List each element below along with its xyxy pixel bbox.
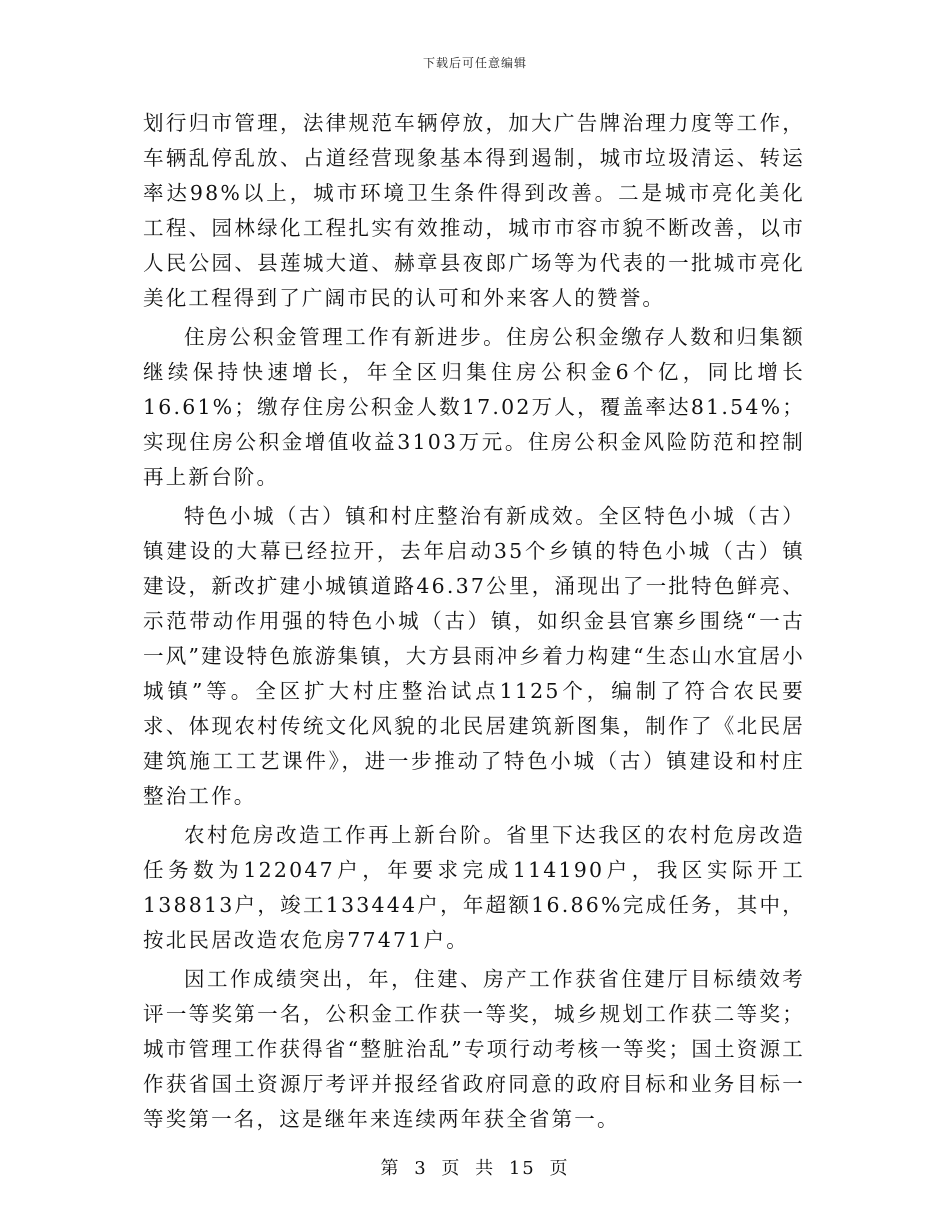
document-body <box>143 106 805 1141</box>
page-number-footer: 第 3 页 共 15 页 <box>380 1158 570 1179</box>
paragraph-achievements: 因工作成绩突出，年，住建、房产工作获省住建厅目标绩效考评一等奖第一名，公积金工作获一等奖，城乡规划工作获二等奖；城市管理工作获得省“整脏治乱”专项行动考核一等奖；国土资源工作获省国土资源厅考评并报经省政府同意的政府目标和业务目标一等奖第一名，这是继年来连续两年获全省第一。 <box>143 967 805 1131</box>
header-note: 下载后可任意编辑 <box>422 56 527 70</box>
paragraph-housing-fund: 住房公积金管理工作有新进步。住房公积金缴存人数和归集额继续保持快速增长，年全区归集住房公积金6个亿，同比增长16.61%；缴存住房公积金人数17.02万人，覆盖率达81.54%；实现住房公积金增值收益3103万元。住房公积金风险防范和控制再上新台阶。 <box>143 325 805 489</box>
paragraph-continuation: 划行归市管理，法律规范车辆停放，加大广告牌治理力度等工作，车辆乱停乱放、占道经营现象基本得到遏制，城市垃圾清运、转运率达98%以上，城市环境卫生条件得到改善。二是城市亮化美化工程、园林绿化工程扎实有效推动，城市市容市貌不断改善，以市人民公园、县莲城大道、赫章县夜郎广场等为代表的一批城市亮化美化工程得到了广阔市民的认可和外来客人的赞誉。 <box>143 111 805 310</box>
paragraph-rural-housing: 农村危房改造工作再上新台阶。省里下达我区的农村危房改造任务数为122047户，年要求完成114190户，我区实际开工138813户，竣工133444户，年超额16.86%完成任务，其中，按北民居改造农危房77471户。 <box>143 823 805 952</box>
paragraph-characteristic-towns: 特色小城（古）镇和村庄整治有新成效。全区特色小城（古）镇建设的大幕已经拉开，去年启动35个乡镇的特色小城（古）镇建设，新改扩建小城镇道路46.37公里，涌现出了一批特色鲜亮、示范带动作用强的特色小城（古）镇，如织金县官寨乡围绕“一古一风”建设特色旅游集镇，大方县雨冲乡着力构建“生态山水宜居小城镇”等。全区扩大村庄整治试点1125个，编制了符合农民要求、体现农村传统文化风貌的北民居建筑新图集，制作了《北民居建筑施工工艺课件》，进一步推动了特色小城（古）镇建设和村庄整治工作。 <box>143 504 805 808</box>
